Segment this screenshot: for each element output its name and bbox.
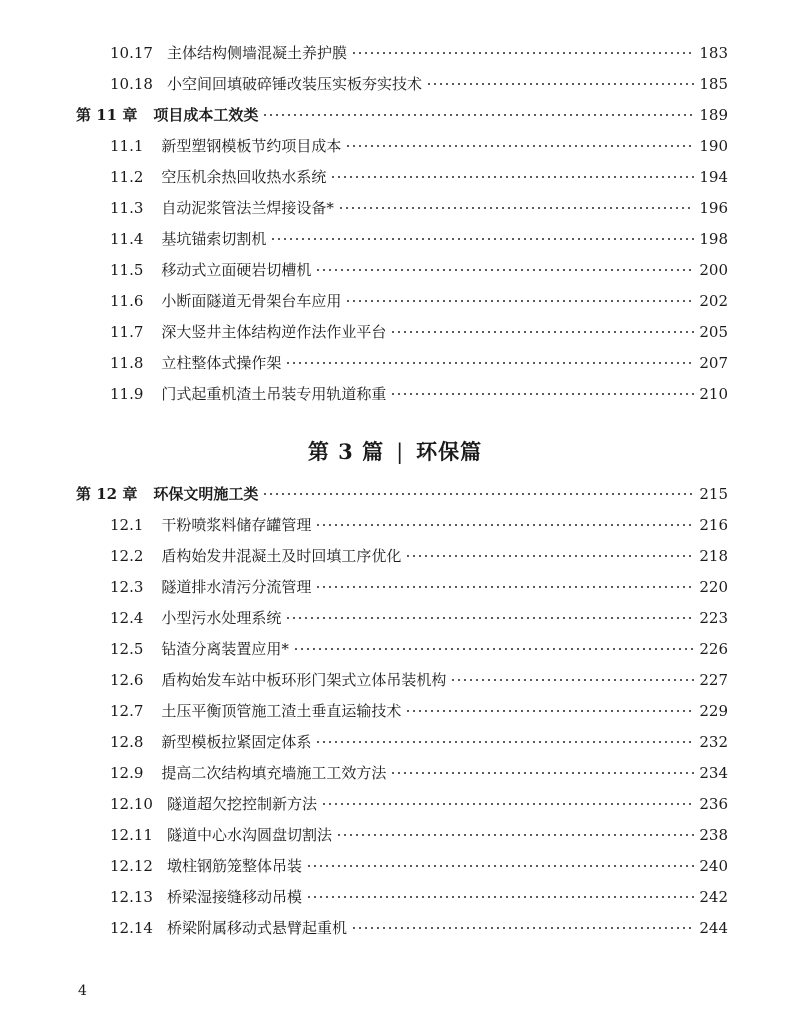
entry-page: 194 bbox=[699, 168, 728, 186]
entry-number: 12.12 bbox=[110, 857, 153, 875]
entry-number: 12.14 bbox=[110, 919, 153, 937]
entry-title: 基坑锚索切割机 bbox=[161, 230, 267, 248]
chapter-title: 环保文明施工类 bbox=[153, 485, 259, 503]
part-name: 环保篇 bbox=[416, 439, 483, 464]
entry-number: 12.3 bbox=[110, 578, 144, 596]
toc-entry-10-17[interactable] bbox=[110, 40, 728, 66]
entry-page: 190 bbox=[699, 137, 728, 155]
entry-title: 土压平衡顶管施工渣土垂直运输技术 bbox=[161, 702, 402, 720]
toc-entry-10-18[interactable] bbox=[110, 71, 728, 97]
chapter-number: 第 12 章 bbox=[76, 485, 138, 503]
entry-title: 隧道超欠挖控制新方法 bbox=[166, 795, 317, 813]
entry-page: 223 bbox=[699, 609, 728, 627]
entry-page: 242 bbox=[699, 888, 728, 906]
entry-page: 205 bbox=[699, 323, 728, 341]
entry-number: 11.8 bbox=[110, 354, 144, 372]
entry-number: 11.5 bbox=[110, 261, 144, 279]
dot-leader bbox=[330, 176, 694, 178]
entry-number: 10.18 bbox=[110, 75, 153, 93]
entry-page: 232 bbox=[699, 733, 728, 751]
dot-leader bbox=[405, 555, 694, 557]
entry-number: 11.6 bbox=[110, 292, 144, 310]
toc-entry-11-6[interactable] bbox=[110, 288, 728, 314]
toc-entry-12-7[interactable] bbox=[110, 698, 728, 724]
entry-title: 隧道中心水沟圆盘切割法 bbox=[166, 826, 332, 844]
toc-entry-11-2[interactable] bbox=[110, 164, 728, 190]
entry-title: 自动泥浆管法兰焊接设备* bbox=[161, 199, 334, 217]
entry-number: 11.9 bbox=[110, 385, 144, 403]
entry-page: 183 bbox=[699, 44, 728, 62]
toc-chapter-11[interactable] bbox=[76, 102, 728, 128]
entry-title: 盾构始发井混凝土及时回填工序优化 bbox=[161, 547, 402, 565]
entry-number: 12.13 bbox=[110, 888, 153, 906]
entry-number: 12.9 bbox=[110, 764, 144, 782]
toc-entry-12-12[interactable] bbox=[110, 853, 728, 879]
entry-title: 提高二次结构填充墙施工工效方法 bbox=[161, 764, 387, 782]
entry-number: 12.1 bbox=[110, 516, 144, 534]
entry-page: 198 bbox=[699, 230, 728, 248]
entry-number: 12.8 bbox=[110, 733, 144, 751]
entry-page: 202 bbox=[699, 292, 728, 310]
entry-title: 门式起重机渣土吊装专用轨道称重 bbox=[161, 385, 387, 403]
entry-number: 11.2 bbox=[110, 168, 144, 186]
dot-leader bbox=[390, 393, 694, 395]
dot-leader bbox=[351, 927, 694, 929]
footer-page-number: 4 bbox=[78, 983, 87, 999]
entry-number: 10.17 bbox=[110, 44, 153, 62]
entry-number: 12.5 bbox=[110, 640, 144, 658]
dot-leader bbox=[315, 741, 694, 743]
entry-page: 189 bbox=[699, 106, 728, 124]
entry-title: 桥梁湿接缝移动吊模 bbox=[166, 888, 302, 906]
chapter-number: 第 11 章 bbox=[76, 106, 138, 124]
toc-entry-12-4[interactable] bbox=[110, 605, 728, 631]
entry-number: 12.4 bbox=[110, 609, 144, 627]
entry-number: 12.10 bbox=[110, 795, 153, 813]
entry-page: 229 bbox=[699, 702, 728, 720]
entry-title: 钻渣分离装置应用* bbox=[161, 640, 289, 658]
entry-page: 185 bbox=[699, 75, 728, 93]
entry-page: 216 bbox=[699, 516, 728, 534]
entry-title: 立柱整体式操作架 bbox=[161, 354, 282, 372]
entry-title: 小断面隧道无骨架台车应用 bbox=[161, 292, 342, 310]
entry-page: 227 bbox=[699, 671, 728, 689]
entry-page: 236 bbox=[699, 795, 728, 813]
dot-leader bbox=[315, 524, 694, 526]
entry-page: 210 bbox=[699, 385, 728, 403]
toc-entry-12-11[interactable] bbox=[110, 822, 728, 848]
toc-entry-12-1[interactable] bbox=[110, 512, 728, 538]
toc-entry-11-5[interactable] bbox=[110, 257, 728, 283]
entry-title: 移动式立面硬岩切槽机 bbox=[161, 261, 312, 279]
dot-leader bbox=[270, 238, 694, 240]
chapter-title: 项目成本工效类 bbox=[153, 106, 259, 124]
toc-entry-11-1[interactable] bbox=[110, 133, 728, 159]
part-separator: | bbox=[396, 440, 405, 464]
dot-leader bbox=[306, 896, 694, 898]
toc-entry-12-8[interactable] bbox=[110, 729, 728, 755]
dot-leader bbox=[426, 83, 694, 85]
entry-number: 12.2 bbox=[110, 547, 144, 565]
toc-entry-12-5[interactable] bbox=[110, 636, 728, 662]
dot-leader bbox=[450, 679, 694, 681]
entry-page: 207 bbox=[699, 354, 728, 372]
dot-leader bbox=[338, 207, 694, 209]
entry-title: 墩柱钢筋笼整体吊装 bbox=[166, 857, 302, 875]
dot-leader bbox=[262, 493, 694, 495]
entry-page: 200 bbox=[699, 261, 728, 279]
dot-leader bbox=[351, 52, 694, 54]
dot-leader bbox=[262, 114, 694, 116]
entry-title: 主体结构侧墙混凝土养护膜 bbox=[166, 44, 347, 62]
entry-title: 新型塑钢模板节约项目成本 bbox=[161, 137, 342, 155]
entry-page: 218 bbox=[699, 547, 728, 565]
dot-leader bbox=[390, 772, 694, 774]
entry-title: 干粉喷浆料储存罐管理 bbox=[161, 516, 312, 534]
toc-entry-11-8[interactable] bbox=[110, 350, 728, 376]
entry-number: 12.6 bbox=[110, 671, 144, 689]
toc-entry-11-9[interactable] bbox=[110, 381, 728, 407]
toc-entry-12-9[interactable] bbox=[110, 760, 728, 786]
entry-title: 桥梁附属移动式悬臂起重机 bbox=[166, 919, 347, 937]
entry-number: 11.1 bbox=[110, 137, 144, 155]
dot-leader bbox=[345, 300, 694, 302]
entry-page: 238 bbox=[699, 826, 728, 844]
entry-title: 小空间回填破碎锤改装压实板夯实技术 bbox=[166, 75, 422, 93]
entry-title: 空压机余热回收热水系统 bbox=[161, 168, 327, 186]
entry-page: 226 bbox=[699, 640, 728, 658]
dot-leader bbox=[405, 710, 694, 712]
entry-title: 新型模板拉紧固定体系 bbox=[161, 733, 312, 751]
dot-leader bbox=[315, 269, 694, 271]
entry-title: 小型污水处理系统 bbox=[161, 609, 282, 627]
entry-page: 240 bbox=[699, 857, 728, 875]
toc-entry-11-4[interactable] bbox=[110, 226, 728, 252]
dot-leader bbox=[285, 617, 694, 619]
entry-number: 11.4 bbox=[110, 230, 144, 248]
toc-entry-12-6[interactable] bbox=[110, 667, 728, 693]
toc-entry-12-13[interactable] bbox=[110, 884, 728, 910]
entry-title: 隧道排水清污分流管理 bbox=[161, 578, 312, 596]
entry-number: 11.3 bbox=[110, 199, 144, 217]
dot-leader bbox=[315, 586, 694, 588]
dot-leader bbox=[345, 145, 694, 147]
toc-entry-12-2[interactable] bbox=[110, 543, 728, 569]
toc-entry-11-7[interactable] bbox=[110, 319, 728, 345]
entry-number: 12.7 bbox=[110, 702, 144, 720]
entry-page: 244 bbox=[699, 919, 728, 937]
entry-page: 215 bbox=[699, 485, 728, 503]
dot-leader bbox=[285, 362, 694, 364]
entry-title: 盾构始发车站中板环形门架式立体吊装机构 bbox=[161, 671, 447, 689]
part-heading bbox=[0, 436, 790, 466]
entry-number: 12.11 bbox=[110, 826, 153, 844]
entry-page: 196 bbox=[699, 199, 728, 217]
toc-entry-12-14[interactable] bbox=[110, 915, 728, 941]
entry-number: 11.7 bbox=[110, 323, 144, 341]
toc-entry-11-3[interactable] bbox=[110, 195, 728, 221]
toc-entry-12-10[interactable] bbox=[110, 791, 728, 817]
dot-leader bbox=[336, 834, 694, 836]
entry-title: 深大竖井主体结构逆作法作业平台 bbox=[161, 323, 387, 341]
entry-page: 220 bbox=[699, 578, 728, 596]
part-label: 第 3 篇 bbox=[307, 439, 385, 464]
dot-leader bbox=[390, 331, 694, 333]
dot-leader bbox=[293, 648, 694, 650]
toc-entry-12-3[interactable] bbox=[110, 574, 728, 600]
dot-leader bbox=[321, 803, 694, 805]
toc-chapter-12[interactable] bbox=[76, 481, 728, 507]
dot-leader bbox=[306, 865, 694, 867]
entry-page: 234 bbox=[699, 764, 728, 782]
